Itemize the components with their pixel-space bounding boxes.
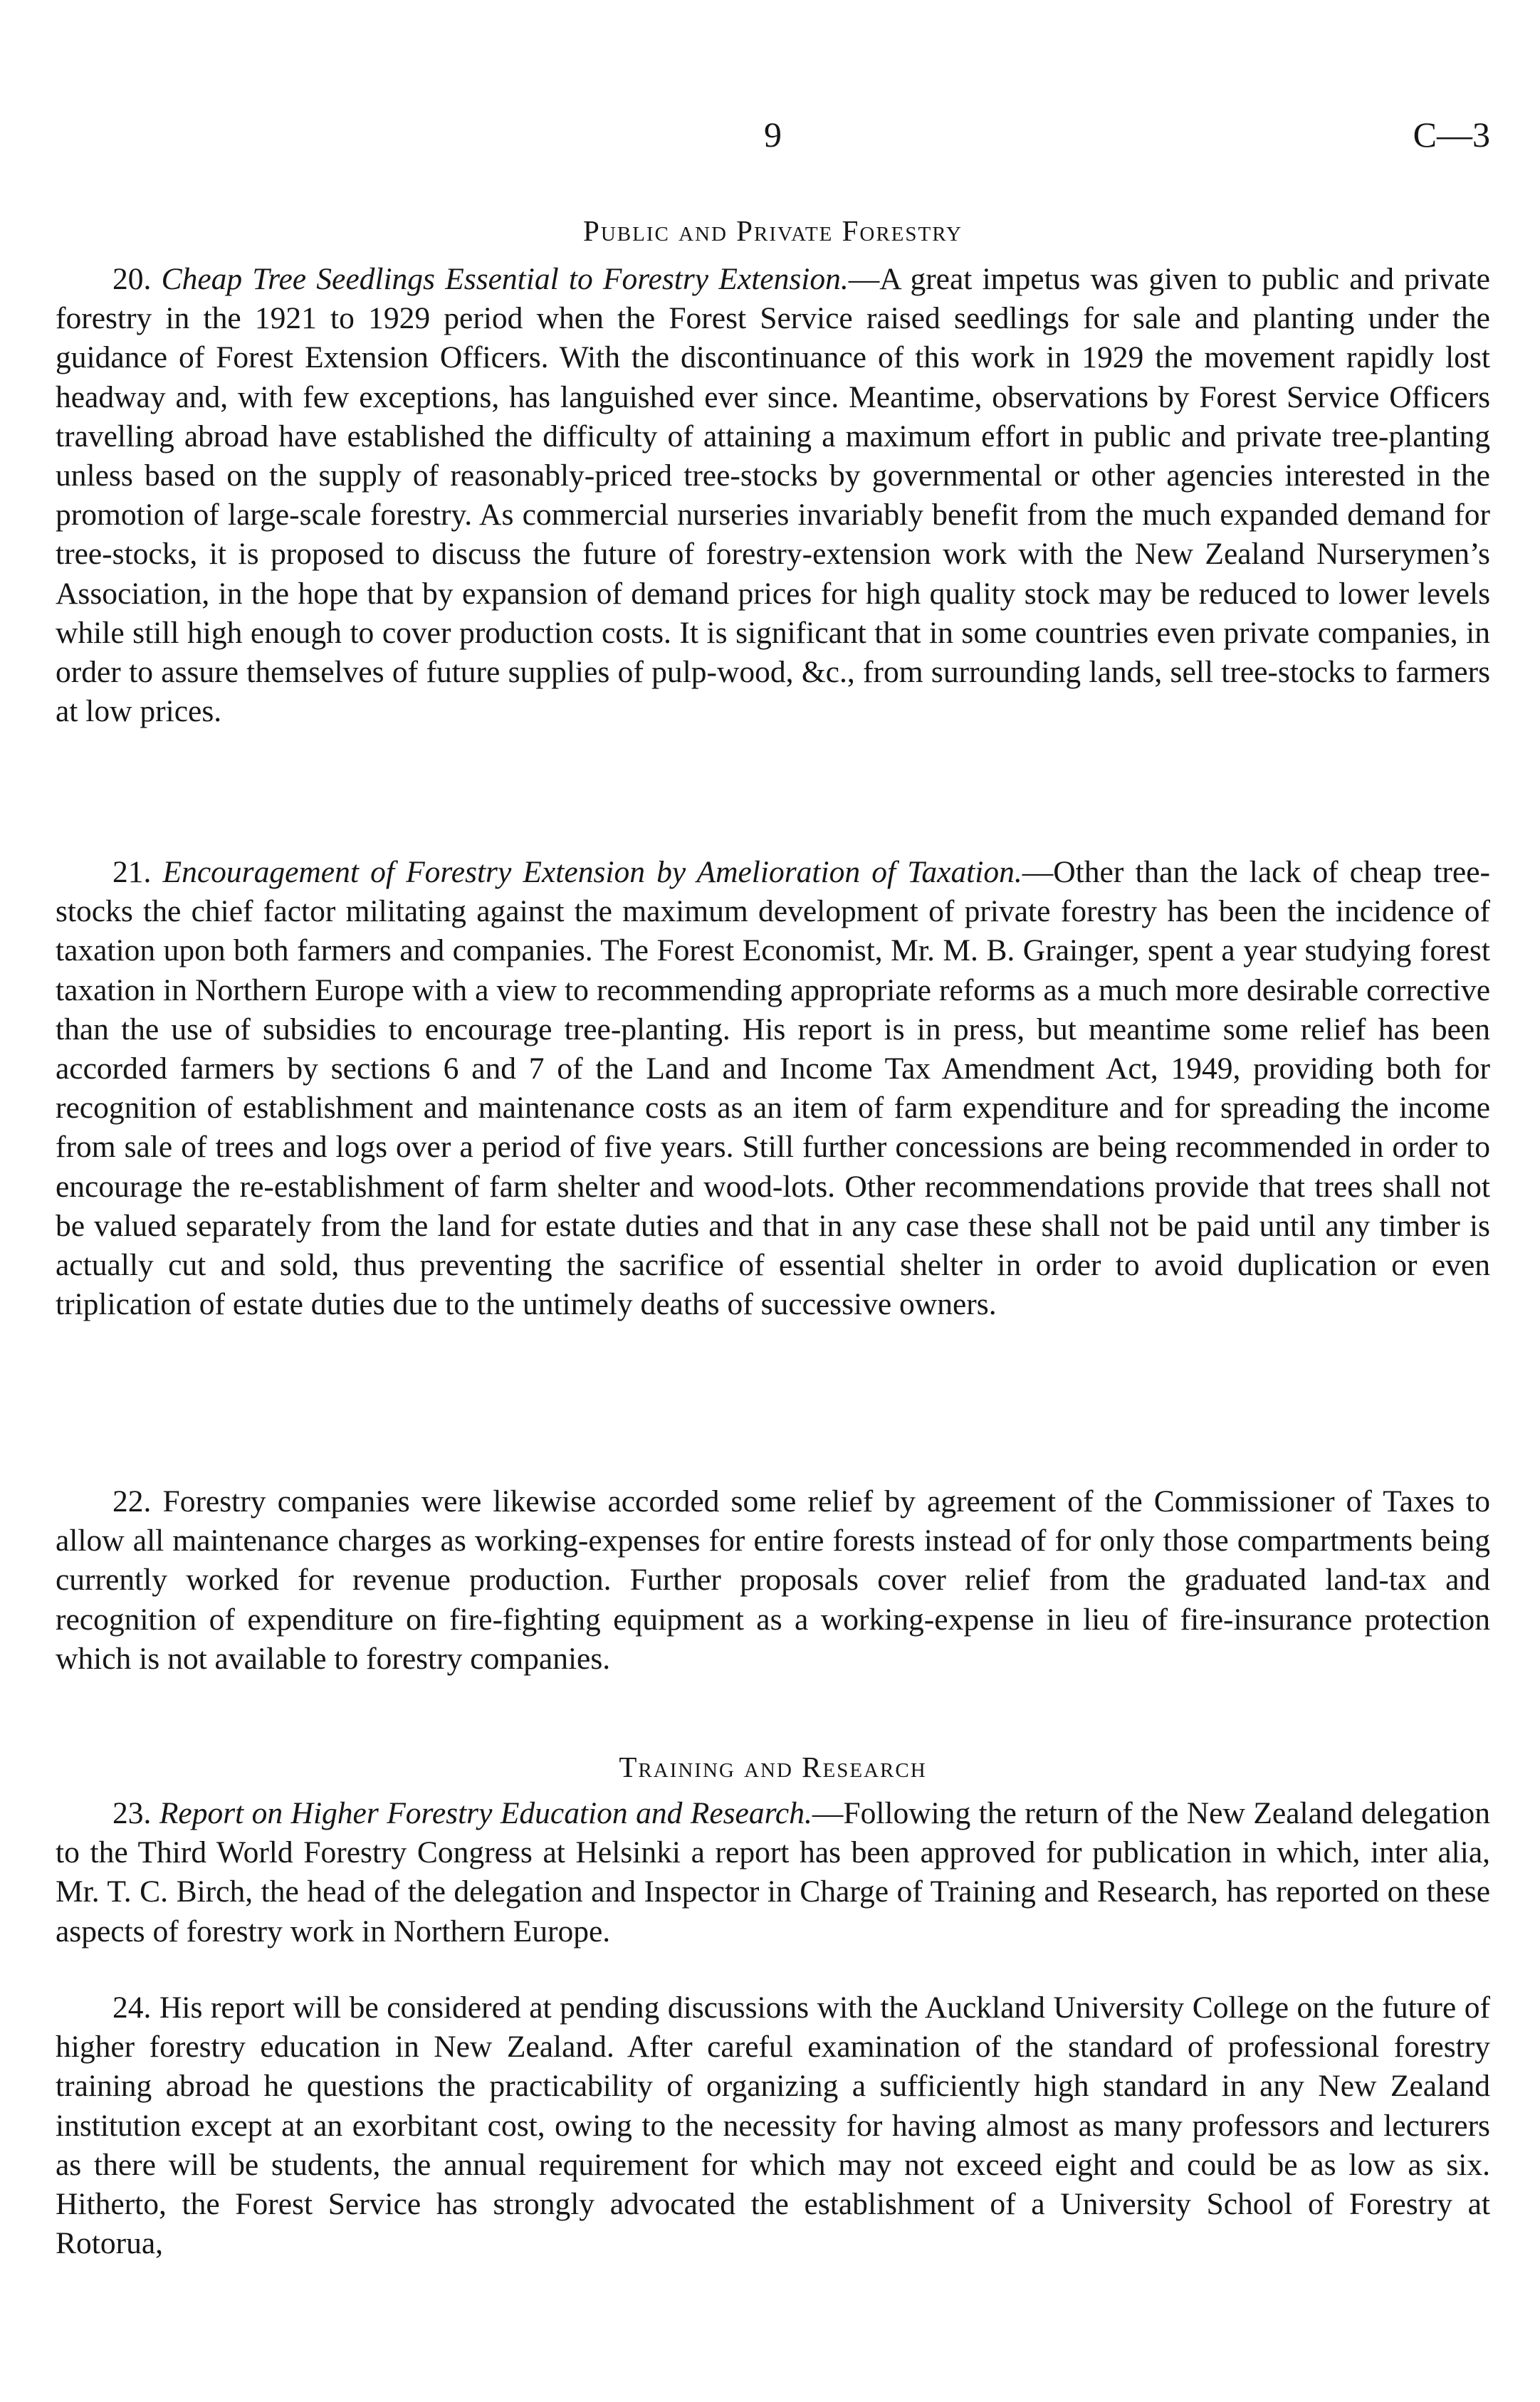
paragraph-text: His report will be considered at pending discussions with the Auckland University College on the future of higher forestry education in New Zealand. After careful examination of the standard of professional forestry training abroad he questions the practicability of organizing a sufficiently high standard in any New Zealand institution except at an exorbitant cost, owing to the necessity for having almost as many professors and lecturers as there will be students, the annual requirement for which may not exceed eight and could be as low as six. Hitherto, the Forest Service has strongly advocated the establishment of a University School of Forestry at Rotorua,	[56, 1991, 1490, 2261]
paragraph-number: 22.	[112, 1484, 152, 1519]
section-heading-public-private-forestry: Public and Private Forestry	[583, 214, 963, 247]
paragraph-number: 20.	[112, 262, 152, 296]
document-reference: C—3	[1413, 115, 1490, 154]
page-number: 9	[764, 115, 782, 154]
page-header	[56, 114, 1490, 164]
paragraph-title: Encouragement of Forestry Extension by Amelioration of Taxation.	[162, 855, 1022, 889]
paragraph-number: 21.	[112, 855, 152, 889]
paragraph-text: Forestry companies were likewise accorded some relief by agreement of the Commissioner of Taxes to allow all maintenance charges as working-expenses for entire forests instead of for only those compartments being currently worked for revenue production. Further proposals cover relief from the graduated land-tax and recognition of expenditure on fire-fighting equipment as a working-expense in lieu of fire-insurance protection which is not available to forestry companies.	[56, 1484, 1491, 1676]
paragraph-number: 24.	[112, 1991, 152, 2025]
paragraph-text: —Following the return of the New Zealand delegation to the Third World Forestry Congress at Helsinki a report has been approved for publication in which, inter alia, Mr. T. C. Birch, the head of the delegation and Inspector in Charge of Training and Research, has reported on these aspects of forestry work in Northern Europe.	[56, 1796, 1491, 1949]
paragraph-text: —A great impetus was given to public and private forestry in the 1921 to 1929 period when the Forest Service raised seedlings for sale and planting under the guidance of Forest Extension Officers. With the discontinuance of this work in 1929 the movement rapidly lost headway and, with few exceptions, has languished ever since. Meantime, observations by Forest Service Officers travelling abroad have established the difficulty of attaining a maximum effort in public and private tree-planting unless based on the supply of reasonably-priced tree-stocks by governmental or other agencies interested in the promotion of large-scale forestry. As commercial nurseries invariably benefit from the much expanded demand for tree-stocks, it is proposed to discuss the future of forestry-extension work with the New Zealand Nurserymen’s Association, in the hope that by expansion of demand prices for high quality stock may be reduced to lower levels while still high enough to cover production costs. It is significant that in some countries even private companies, in order to assure themselves of future supplies of pulp-wood, &c., from surrounding lands, sell tree-stocks to farmers at low prices.	[56, 262, 1490, 729]
paragraph-21	[56, 853, 1490, 1324]
paragraph-title: Report on Higher Forestry Education and Research.	[159, 1796, 812, 1830]
paragraph-22	[56, 1482, 1490, 1679]
paragraph-24	[56, 1988, 1490, 2263]
paragraph-title: Cheap Tree Seedlings Essential to Forestry Extension.	[161, 262, 849, 296]
paragraph-text: —Other than the lack of cheap tree-stocks the chief factor militating against the maximum development of private forestry has been the incidence of taxation upon both farmers and companies. The Forest Economist, Mr. M. B. Grainger, spent a year studying forest taxation in Northern Europe with a view to recommending appropriate reforms as a much more desirable corrective than the use of subsidies to encourage tree-planting. His report is in press, but meantime some relief has been accorded farmers by sections 6 and 7 of the Land and Income Tax Amendment Act, 1949, providing both for recognition of establishment and maintenance costs as an item of farm expenditure and for spreading the income from sale of trees and logs over a period of five years. Still further concessions are being recommended in order to encourage the re-establishment of farm shelter and wood-lots. Other recommendations provide that trees shall not be valued separately from the land for estate duties and that in any case these shall not be paid until any timber is actually cut and sold, thus preventing the sacrifice of essential shelter in order to avoid duplication or even triplication of estate duties due to the untimely deaths of successive owners.	[56, 855, 1490, 1322]
section-heading-training-research: Training and Research	[619, 1751, 927, 1783]
paragraph-20	[56, 260, 1490, 731]
paragraph-number: 23.	[112, 1796, 152, 1830]
document-page	[56, 0, 1490, 2402]
paragraph-23	[56, 1794, 1490, 1951]
